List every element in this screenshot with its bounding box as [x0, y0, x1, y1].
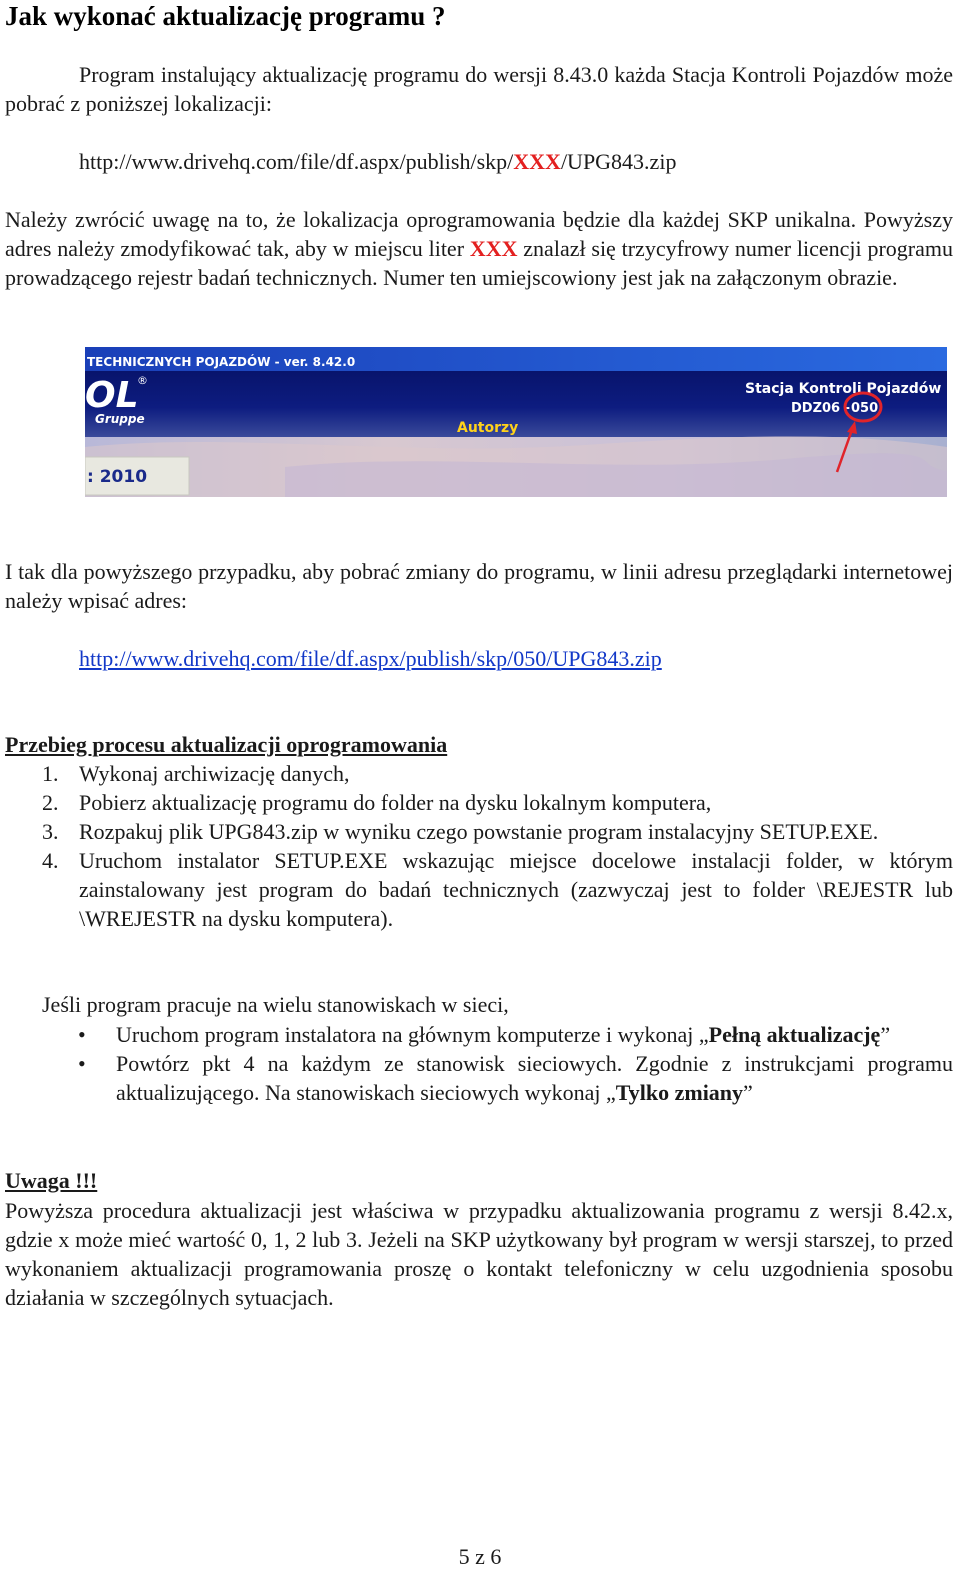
- step-number: 1.: [42, 761, 59, 786]
- process-step: [0, 788, 953, 817]
- step-text: Uruchom instalator SETUP.EXE wskazując miejsce docelowe instalacji folder, w którym zainstalowany jest program do badań technicznych (zazwyczaj jest to folder \REJESTR lub \WREJESTR na dysku komputera).: [79, 848, 953, 931]
- logo-subtitle: Gruppe: [95, 412, 145, 426]
- network-bullet-item: [0, 1020, 953, 1049]
- program-screenshot: [85, 347, 947, 497]
- screenshot-image: [85, 347, 947, 497]
- window-title-text: TECHNICZNYCH POJAZDÓW - ver. 8.42.0: [87, 355, 356, 369]
- template-url-suffix: /UPG843.zip: [560, 149, 677, 174]
- page-number: 5 z 6: [458, 1544, 502, 1569]
- network-intro: Jeśli program pracuje na wielu stanowiskach w sieci,: [42, 992, 509, 1017]
- example-url-line: [79, 644, 662, 673]
- bullet-icon: •: [78, 1022, 86, 1047]
- station-code-number: 050: [851, 401, 879, 416]
- station-label: Stacja Kontroli Pojazdów: [745, 381, 942, 397]
- station-code-prefix: DDZ06 -: [791, 401, 851, 416]
- step-text: Wykonaj archiwizację danych,: [79, 761, 350, 786]
- network-bullet-list: [0, 1020, 953, 1107]
- bullet-bold-text: Tylko zmiany: [615, 1080, 744, 1105]
- step-text: Rozpakuj plik UPG843.zip w wyniku czego powstanie program instalacyjny SETUP.EXE.: [79, 819, 879, 844]
- logo-text: OL: [85, 375, 139, 416]
- warning-paragraph: Powyższa procedura aktualizacji jest właściwa w przypadku aktualizowania programu z wersji 8.42.x, gdzie x może mieć wartość 0, 1, 2 lub 3. Jeżeli na SKP użytkowany był program w wersji starszej, to przed wykonaniem aktualizacji programowania proszę o kontakt telefoniczny w celu uzgodnienia sposobu działania w szczególnych sytuacjach.: [5, 1198, 953, 1310]
- bullet-text: Uruchom program instalatora na głównym komputerze i wykonaj „: [116, 1022, 709, 1047]
- step-number: 2.: [42, 790, 59, 815]
- process-heading: Przebieg procesu aktualizacji oprogramowania: [5, 732, 448, 757]
- network-bullet-item: [0, 1049, 953, 1107]
- bullet-bold-text: Pełną aktualizację: [708, 1022, 881, 1047]
- step-number: 3.: [42, 819, 59, 844]
- note-placeholder: XXX: [469, 236, 518, 261]
- logo-registered-mark: ®: [137, 374, 148, 387]
- note-part2: znalazł się trzycyfrowy numer licencji programu prowadzącego rejestr badań technicznych. Numer ten umiejscowiony jest jak na załączonym obrazie.: [5, 236, 953, 290]
- note-part1: Należy zwrócić uwagę na to, że lokalizacja oprogramowania będzie dla każdej SKP unikalna. Powyższy adres należy zmodyfikować tak, aby w miejscu liter: [5, 207, 953, 261]
- template-url-placeholder: XXX: [513, 149, 561, 174]
- step-text: Pobierz aktualizację programu do folder na dysku lokalnym komputera,: [79, 790, 712, 815]
- step-number: 4.: [42, 848, 59, 873]
- page-title: Jak wykonać aktualizację programu ?: [5, 1, 446, 31]
- bullet-quote-end: ”: [880, 1022, 891, 1047]
- bullet-icon: •: [78, 1051, 86, 1076]
- process-step: [0, 817, 953, 846]
- note-paragraph: [5, 205, 953, 292]
- template-url: [79, 147, 676, 176]
- process-steps-list: [0, 759, 953, 933]
- template-url-prefix: http://www.drivehq.com/file/df.aspx/publish/skp/: [79, 149, 514, 174]
- bullet-quote-end: ”: [743, 1080, 753, 1105]
- authors-label: Autorzy: [457, 420, 519, 436]
- example-paragraph: I tak dla powyższego przypadku, aby pobrać zmiany do programu, w linii adresu przeglądarki internetowej należy wpisać adres:: [5, 559, 953, 613]
- year-label: : 2010: [87, 467, 148, 487]
- process-step: [0, 846, 953, 933]
- intro-paragraph: Program instalujący aktualizację programu do wersji 8.43.0 każda Stacja Kontroli Pojazdów może pobrać z poniższej lokalizacji:: [5, 62, 953, 116]
- bullet-text: Powtórz pkt 4 na każdym ze stanowisk sieciowych. Zgodnie z instrukcjami programu aktualizującego. Na stanowiskach sieciowych wykonaj „: [116, 1051, 953, 1105]
- warning-heading: Uwaga !!!: [5, 1168, 98, 1193]
- process-step: [0, 759, 953, 788]
- example-url-link[interactable]: http://www.drivehq.com/file/df.aspx/publish/skp/050/UPG843.zip: [79, 646, 662, 671]
